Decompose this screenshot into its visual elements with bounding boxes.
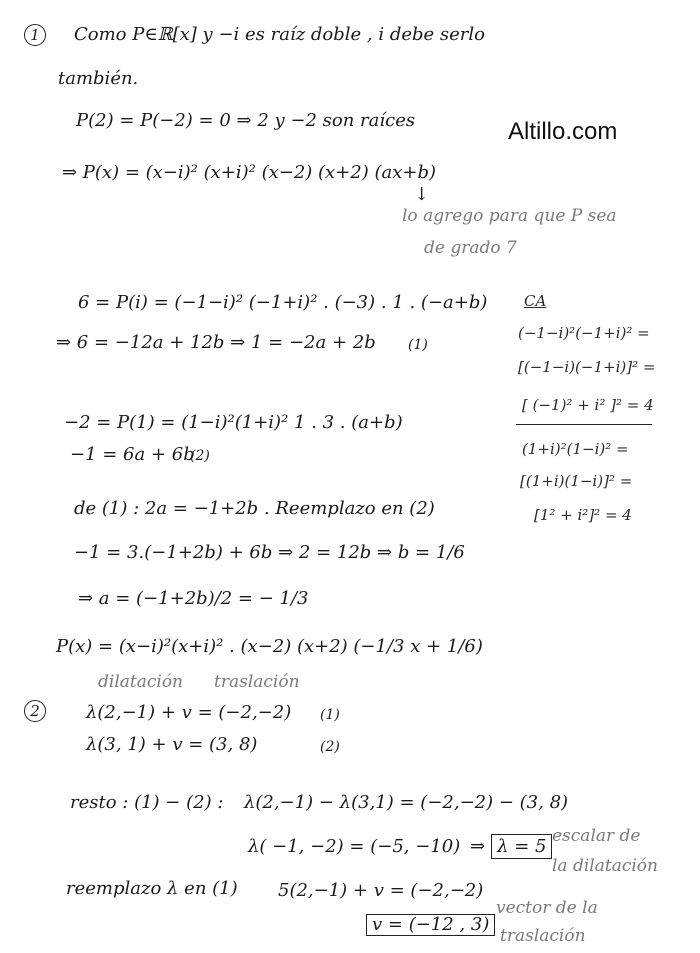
ca-line-3: [ (−1)² + i² ]² = 4 <box>522 396 654 414</box>
q2-reemplazo-label: reemplazo λ en (1) <box>66 878 238 899</box>
q1-roots-line: P(2) = P(−2) = 0 ⇒ 2 y −2 son raíces <box>76 110 416 131</box>
q2-lambda-equation: λ( −1, −2) = (−5, −10) <box>248 836 461 857</box>
q1-note-line-2: de grado 7 <box>424 238 517 258</box>
ca-line-1: (−1−i)²(−1+i)² = <box>518 324 650 342</box>
ca-title: CA <box>524 292 547 310</box>
q2-lambda-result: ⇒ λ = 5 <box>470 838 552 856</box>
watermark: Altillo.com <box>508 118 618 145</box>
q1-eq-minus-one-tag: (2) <box>190 448 210 464</box>
q2-v-box: v = (−12 , 3) <box>366 914 495 936</box>
q2-eq-2-tag: (2) <box>320 739 340 755</box>
q2-note-vector-2: traslación <box>500 926 586 946</box>
ca-line-5: [(1+i)(1−i)]² = <box>520 472 633 490</box>
q1-eq-minus-one: −1 = 6a + 6b <box>70 444 195 465</box>
q1-eq-six: ⇒ 6 = −12a + 12b ⇒ 1 = −2a + 2b <box>56 332 376 353</box>
question-1-number: 1 <box>24 24 46 46</box>
q2-note-escalar-2: la dilatación <box>552 856 658 876</box>
q2-note-escalar-1: escalar de <box>552 826 641 846</box>
question-2-number: 2 <box>24 700 46 722</box>
q1-eq-p-of-i: 6 = P(i) = (−1−i)² (−1+i)² . (−3) . 1 . (−a+b) <box>78 292 488 313</box>
q1-final-polynomial: P(x) = (x−i)²(x+i)² . (x−2) (x+2) (−1/3 x + 1/6) <box>56 636 483 657</box>
ca-line-4: (1+i)²(1−i)² = <box>522 440 629 458</box>
ca-separator <box>516 424 652 425</box>
q1-eq-from-1: de (1) : 2a = −1+2b . Reemplazo en (2) <box>74 498 435 519</box>
q1-eq-substitution: −1 = 3.(−1+2b) + 6b ⇒ 2 = 12b ⇒ b = 1/6 <box>74 542 465 563</box>
q1-eq-p-of-1: −2 = P(1) = (1−i)²(1+i)² 1 . 3 . (a+b) <box>64 412 403 433</box>
q2-resto-label: resto : (1) − (2) : <box>70 792 224 813</box>
q2-eq-1: λ(2,−1) + v = (−2,−2) <box>86 702 292 723</box>
q1-intro-line-1: Como P∈ℝ[x] y −i es raíz doble , i debe serlo <box>74 24 486 45</box>
q2-label-dilatacion: dilatación <box>98 672 183 692</box>
q2-note-vector-1: vector de la <box>496 898 598 918</box>
q1-intro-line-2: también. <box>58 68 139 89</box>
lambda-box: λ = 5 <box>491 834 552 859</box>
ca-line-6: [1² + i²]² = 4 <box>534 506 632 524</box>
q2-label-traslacion: traslación <box>214 672 300 692</box>
q1-polynomial-line: ⇒ P(x) = (x−i)² (x+i)² (x−2) (x+2) (ax+b) <box>62 162 437 183</box>
q2-eq-1-tag: (1) <box>320 707 340 723</box>
q2-eq-2: λ(3, 1) + v = (3, 8) <box>86 734 258 755</box>
q2-reemplazo-equation: 5(2,−1) + v = (−2,−2) <box>278 880 484 901</box>
ca-line-2: [(−1−i)(−1+i)]² = <box>518 358 656 376</box>
q2-resto-equation: λ(2,−1) − λ(3,1) = (−2,−2) − (3, 8) <box>244 792 569 813</box>
down-arrow-icon: ↓ <box>414 184 430 205</box>
q1-eq-a: ⇒ a = (−1+2b)/2 = − 1/3 <box>78 588 309 609</box>
q1-eq-six-tag: (1) <box>408 337 428 353</box>
q1-note-line-1: lo agrego para que P sea <box>402 206 617 226</box>
